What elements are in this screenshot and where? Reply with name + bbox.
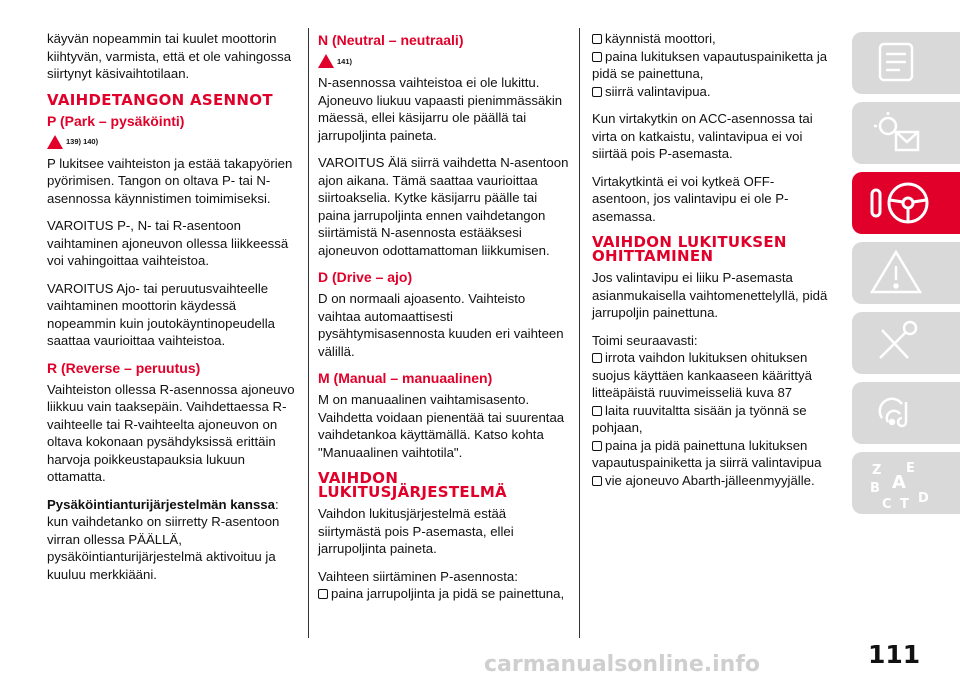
- svg-text:T: T: [900, 497, 909, 512]
- warning-ref-neutral: 141): [318, 53, 570, 69]
- subheading-reverse: R (Reverse – peruutus): [47, 359, 201, 376]
- svg-text:A: A: [892, 472, 906, 493]
- column-divider-1: [308, 28, 309, 638]
- bullet-icon: [592, 353, 602, 363]
- warning-lights-icon: [866, 108, 926, 158]
- reverse-text: Vaihteiston ollessa R-asennossa ajoneuvo liikkuu vain taaksepäin. Vaihdettaessa R-vaihteelle tai R-vaihteelta ajoneuvon on oltava kokonaan pysähdyksissä erittäin harvoja poikkeustapauksia lukuun ottamatta.: [47, 381, 295, 484]
- warning-triangle-icon: [47, 135, 63, 149]
- tab-car-info[interactable]: [852, 32, 960, 94]
- off-text: Virtakytkintä ei voi kytkeä OFF-asentoon, jos valintavipu ei ole P-asemassa.: [592, 173, 789, 224]
- watermark-text: carmanualsonline.info: [484, 652, 760, 677]
- bullet-icon: [592, 406, 602, 416]
- manual-text: M on manuaalinen vaihtamisasento. Vaihdetta voidaan pienentää tai suurentaa vaihdetankoa käyttämällä. Katso kohta "Manuaalinen vaihtotila".: [318, 392, 565, 460]
- tab-multimedia[interactable]: [852, 382, 960, 444]
- tab-warning-lights[interactable]: [852, 102, 960, 164]
- subheading-drive: D (Drive – ajo): [318, 269, 413, 285]
- park-text: P lukitsee vaihteiston ja estää takapyörien pyörimisen. Tangon on oltava P- tai N-asennossa käynnistimen toimimiseksi.: [47, 155, 293, 206]
- warning-text-neutral: VAROITUS Älä siirrä vaihdetta N-asentoon ajon aikana. Tämä saattaa vaurioittaa siirtoakselia. Kytke käsijarru päälle tai paina jarrupoljinta ennen vaihdetangon siirtämistä N-asennosta estääksesi ajoneuvon odottamattoman liikkumisen.: [318, 155, 569, 258]
- heading-vaihdetangon: VAIHDETANGON ASENNOT: [47, 90, 273, 109]
- list-item: vie ajoneuvo Abarth-jälleenmyyjälle.: [592, 472, 830, 490]
- acc-text: Kun virtakytkin on ACC-asennossa tai virta on katkaistu, valintavipua ei voi siirtää pois P-asemasta.: [592, 111, 813, 161]
- bullet-icon: [592, 52, 602, 62]
- warning-ref-park: 139) 140): [47, 134, 297, 150]
- list-item: laita ruuvitaltta sisään ja työnnä se pohjaan,: [592, 402, 807, 435]
- list-item: siirrä valintavipua.: [592, 83, 830, 101]
- svg-text:D: D: [918, 491, 929, 506]
- bullet-icon: [318, 589, 328, 599]
- column-2: [318, 30, 570, 605]
- subheading-manual: M (Manual – manuaalinen): [318, 370, 493, 386]
- bullet-icon: [592, 87, 602, 97]
- tab-safety[interactable]: [852, 242, 960, 304]
- ohitus-text: Jos valintavipu ei liiku P-asemasta asianmukaisella vaihtomenettelyllä, pidä jarrupoljin painettuna.: [592, 270, 828, 320]
- lukitus-text: Vaihdon lukitusjärjestelmä estää siirtymästä pois P-asemasta, ellei jarrupoljinta paineta.: [318, 506, 514, 556]
- siirto-text: Vaihteen siirtäminen P-asennosta: paina jarrupoljinta ja pidä se painettuna,: [318, 568, 565, 601]
- intro-text: käyvän nopeammin tai kuulet moottorin kiihtyvän, varmista, että et ole vahingossa siirtynyt käsivaihtotilaan.: [47, 31, 292, 81]
- road-safety-icon: [866, 248, 926, 298]
- subheading-park: P (Park – pysäköinti): [47, 112, 185, 129]
- tab-driving[interactable]: [852, 172, 960, 234]
- heading-lukitus: VAIHDON LUKITUSJÄRJESTELMÄ: [318, 469, 507, 501]
- chapter-tabs: [852, 32, 960, 522]
- car-info-icon: [866, 38, 926, 88]
- bullet-icon: [592, 476, 602, 486]
- column-1: [47, 30, 297, 593]
- svg-text:E: E: [906, 461, 915, 476]
- subheading-neutral: N (Neutral – neutraali): [318, 32, 464, 48]
- warning-triangle-icon: [318, 54, 334, 68]
- steering-wheel-icon: [866, 178, 936, 228]
- neutral-text: N-asennossa vaihteistoa ei ole lukittu. Ajoneuvo liukuu vapaasti pienimmässäkin mäessä, ellei käsijarru ole päällä tai jarrupoljinta paineta.: [318, 75, 563, 143]
- list-item: paina jarrupoljinta ja pidä se painettuna,: [318, 586, 564, 601]
- list-item: irrota vaihdon lukituksen ohituksen suojus käyttäen kankaaseen käärittyä litteäpäistä ruuvimeisseliä kuva 87: [592, 350, 812, 400]
- list-item: käynnistä moottori,: [592, 30, 830, 48]
- column-divider-2: [579, 28, 580, 638]
- column-3: [592, 30, 830, 499]
- page-number: 111: [868, 640, 921, 669]
- heading-ohitus: VAIHDON LUKITUKSEN OHITTAMINEN: [592, 233, 787, 265]
- bullet-icon: [592, 441, 602, 451]
- svg-text:B: B: [870, 481, 880, 496]
- drive-text: D on normaali ajoasento. Vaihteisto vaihtaa automaattisesti pysähtymisasennosta kuuden eri vaihteen välillä.: [318, 291, 564, 359]
- list-item: paina ja pidä painettuna lukituksen vapautuspainiketta ja siirrä valintavipua: [592, 437, 822, 470]
- tab-index[interactable]: [852, 452, 960, 514]
- index-icon: [866, 458, 936, 512]
- steps-list: [592, 30, 830, 100]
- tab-maintenance[interactable]: [852, 312, 960, 374]
- warning-text-1: VAROITUS P-, N- tai R-asentoon vaihtaminen ajoneuvon ollessa liikkeessä voi vahingoittaa vaihteistoa.: [47, 218, 289, 268]
- multimedia-icon: [866, 388, 926, 438]
- toimi-list: Toimi seuraavasti: irrota vaihdon lukituksen ohituksen suojus käyttäen kankaaseen käärittyä litteäpäistä ruuvimeisseliä kuva 87 laita ruuvitaltta sisään ja työnnä se pohjaan, paina ja pidä painettuna lukituksen vapautuspainiketta ja siirrä valintavipua vie ajoneuvo Abarth-jälleenmyyjälle.: [592, 332, 830, 490]
- bullet-icon: [592, 34, 602, 44]
- list-item: paina lukituksen vapautuspainiketta ja pidä se painettuna,: [592, 48, 828, 81]
- parking-sensor-text: Pysäköintianturijärjestelmän kanssa: kun vaihdetanko on siirretty R-asentoon virran ollessa PÄÄLLÄ, pysäköintianturijärjestelmä aktivoituu ja kuuluu merkkiääni.: [47, 496, 280, 582]
- warning-text-2: VAROITUS Ajo- tai peruutusvaihteelle vaihtaminen moottorin käydessä nopeammin kuin joutokäyntinopeudella saattaa vaurioittaa vaihteistoa.: [47, 280, 276, 348]
- svg-text:Z: Z: [872, 463, 882, 478]
- tools-icon: [866, 318, 926, 368]
- svg-text:C: C: [882, 497, 892, 512]
